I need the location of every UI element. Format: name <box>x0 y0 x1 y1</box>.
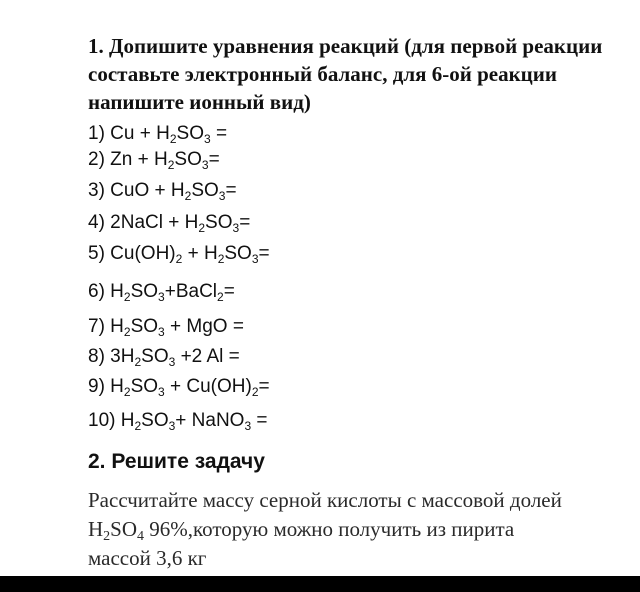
reaction-8: 8) $3H_2SO_3 +2$ Al = <box>88 346 240 369</box>
reaction-1: 1) $Cu + H_2SO_3$ = <box>88 123 228 146</box>
reaction-7: 7) $H_2SO_3$ + MgO = <box>88 316 244 339</box>
reaction-6: 6) $H_2SO_3+BaCl_2=$ <box>88 281 235 304</box>
task1-heading: 1. Допишите уравнения реакций (для первой реакции составьте электронный баланс, для 6-ой реакции напишите ионный вид) <box>88 34 603 114</box>
reaction-2: 2) $Zn + H_2SO_3=$ <box>88 149 220 172</box>
reaction-9: 9) $H_2SO_3 + Cu(OH)_2=$ <box>88 376 270 399</box>
reaction-5: 5) $Cu(OH)_2 + H_2SO_3=$ <box>88 243 270 266</box>
reaction-3: 3) CuO + $H_2SO_3=$ <box>88 180 237 203</box>
reaction-10: 10) $H_2SO_3+$ NaNO$_3$ = <box>88 410 268 433</box>
bottom-black-bar <box>0 576 640 592</box>
reaction-4: 4) 2NaCl + $H_2SO_3=$ <box>88 212 251 235</box>
task2-problem-text: Рассчитайте массу серной кислоты с массовой долей $H_2SO_4$ 96%,которую можно получить из пирита массой 3,6 кг <box>88 488 562 570</box>
task2-heading: 2. Решите задачу <box>88 450 265 473</box>
